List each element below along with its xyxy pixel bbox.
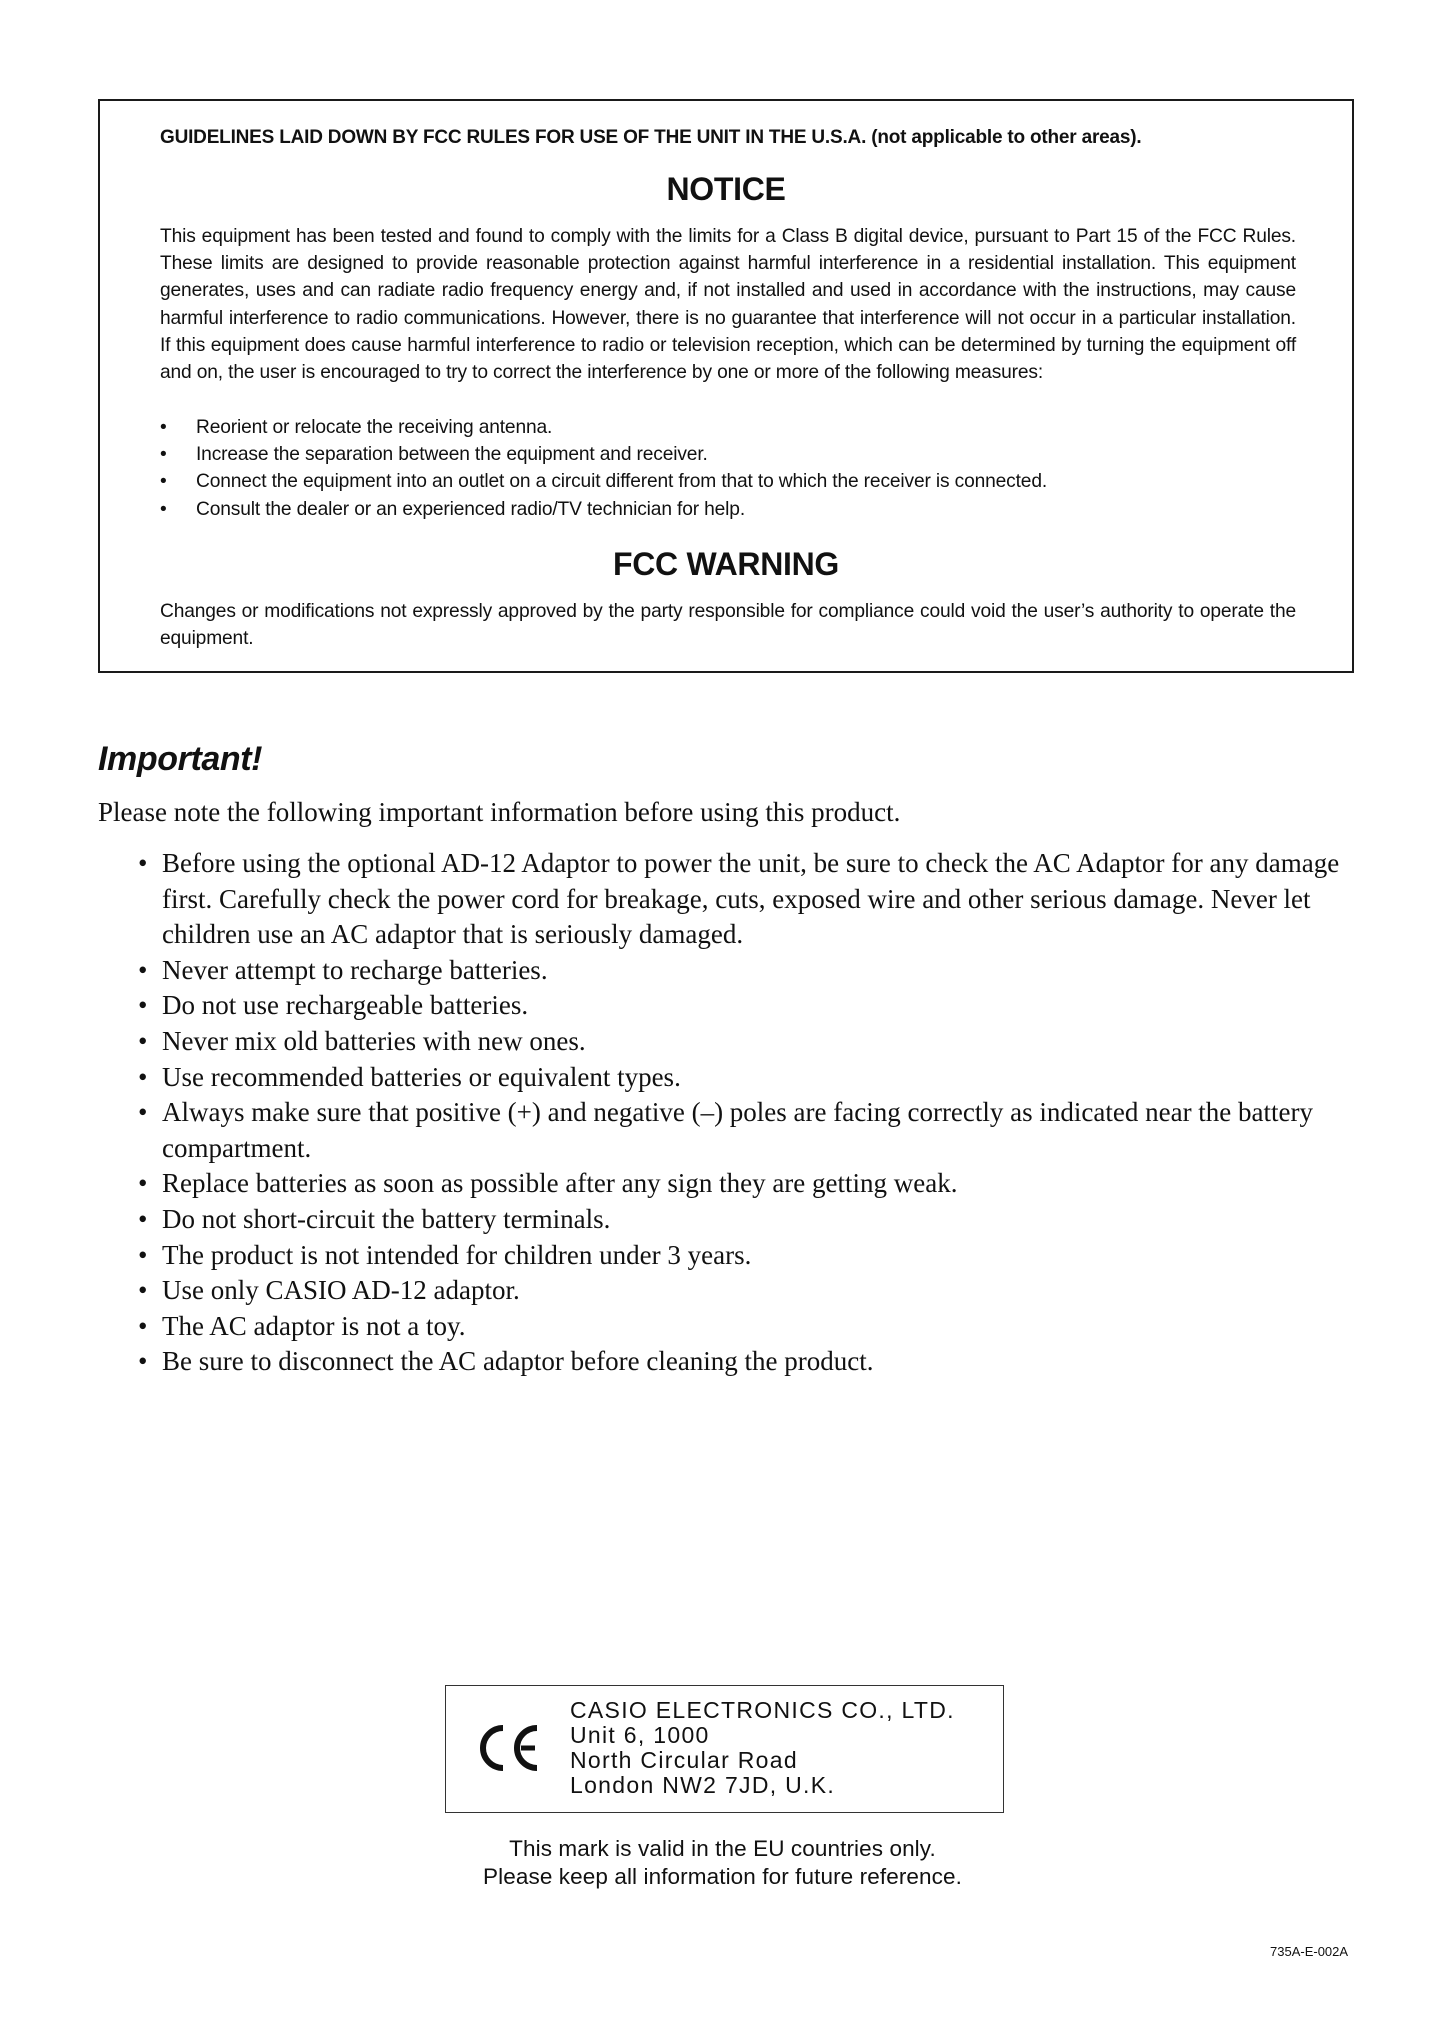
- bullet-icon: •: [138, 1097, 148, 1128]
- address-line: North Circular Road: [570, 1747, 798, 1773]
- list-item: [160, 496, 1047, 523]
- eu-validity-note: This mark is valid in the EU countries only.: [509, 1836, 936, 1861]
- notice-paragraph: This equipment has been tested and found to comply with the limits for a Class B digital device, pursuant to Part 15 of the FCC Rules. These limits are designed to provide reasonable protection against harmful interference in a residential installation. This equipment generates, uses and can radiate radio frequency energy and, if not installed and used in accordance with the instructions, may cause harmful interference to radio communications. However, there is no guarantee that interference will not occur in a particular installation. If this equipment does cause harmful interference to radio or television reception, which can be determined by turning the equipment off and on, the user is encouraged to try to correct the interference by one or more of the following measures:: [160, 226, 1296, 384]
- list-item: [138, 1344, 1358, 1380]
- bullet-icon: •: [160, 471, 167, 493]
- address-line: London NW2 7JD, U.K.: [570, 1772, 836, 1798]
- bullet-icon: •: [138, 848, 148, 878]
- list-item: [138, 1024, 1358, 1060]
- important-intro: Please note the following important information before using this product.: [98, 797, 901, 827]
- item-text: The product is not intended for children under 3 years.: [162, 1239, 752, 1270]
- list-item: [138, 953, 1358, 989]
- ce-declaration-box: [445, 1685, 1004, 1813]
- item-text: Always make sure that positive (+) and negative (–) poles are facing correctly as indicated near the battery compartment.: [162, 1097, 1314, 1163]
- fcc-guidelines-heading: GUIDELINES LAID DOWN BY FCC RULES FOR USE OF THE UNIT IN THE U.S.A. (not applicable to other areas).: [160, 127, 1142, 148]
- list-item: [138, 1273, 1358, 1309]
- bullet-icon: •: [138, 1310, 148, 1341]
- fcc-warning-paragraph: Changes or modifications not expressly approved by the party responsible for compliance could void the user’s authority to operate the equipment.: [160, 601, 1296, 650]
- bullet-icon: •: [138, 954, 148, 985]
- bullet-icon: •: [138, 990, 148, 1021]
- keep-information-note: Please keep all information for future reference.: [483, 1864, 962, 1889]
- list-item: [138, 846, 1358, 953]
- bullet-icon: •: [160, 417, 167, 438]
- fcc-warning-heading: FCC WARNING: [612, 546, 839, 582]
- notice-heading: NOTICE: [666, 171, 786, 207]
- bullet-icon: •: [160, 444, 167, 466]
- document-code: 735A-E-002A: [1270, 1944, 1349, 1959]
- address-line: CASIO ELECTRONICS CO., LTD.: [570, 1697, 955, 1723]
- list-item: [160, 468, 1047, 495]
- list-item: [160, 441, 1047, 468]
- bullet-icon: •: [138, 1061, 148, 1092]
- item-text: Be sure to disconnect the AC adaptor before cleaning the product.: [162, 1346, 874, 1377]
- measure-text: Connect the equipment into an outlet on a circuit different from that to which the receiver is connected.: [196, 471, 1048, 493]
- important-list: [138, 846, 1358, 1380]
- bullet-icon: •: [138, 1025, 148, 1056]
- bullet-icon: •: [138, 1203, 148, 1234]
- measure-text: Increase the separation between the equipment and receiver.: [196, 444, 708, 466]
- fcc-notice-box: [98, 99, 1354, 673]
- list-item: [138, 1202, 1358, 1238]
- important-title: Important!: [98, 740, 263, 778]
- item-text: The AC adaptor is not a toy.: [162, 1310, 466, 1341]
- item-text: Use only CASIO AD-12 adaptor.: [162, 1275, 520, 1306]
- bullet-icon: •: [160, 498, 167, 520]
- item-text: Never attempt to recharge batteries.: [162, 954, 548, 985]
- list-item: [138, 1060, 1358, 1096]
- item-text: Before using the optional AD-12 Adaptor to power the unit, be sure to check the AC Adaptor for any damage first. Carefully check the power cord for breakage, cuts, exposed wire and other serious damage. Never let children use an AC adaptor that is seriously damaged.: [162, 848, 1340, 950]
- list-item: [160, 414, 1047, 441]
- measure-text: Consult the dealer or an experienced radio/TV technician for help.: [196, 498, 746, 520]
- list-item: [138, 1166, 1358, 1202]
- bullet-icon: •: [138, 1168, 148, 1199]
- bullet-icon: •: [138, 1275, 148, 1306]
- list-item: [138, 1095, 1358, 1166]
- address-line: Unit 6, 1000: [570, 1722, 710, 1748]
- measure-text: Reorient or relocate the receiving antenna.: [196, 417, 553, 438]
- item-text: Never mix old batteries with new ones.: [162, 1025, 586, 1056]
- list-item: [138, 1238, 1358, 1274]
- bullet-icon: •: [138, 1239, 148, 1270]
- item-text: Replace batteries as soon as possible after any sign they are getting weak.: [162, 1168, 958, 1199]
- item-text: Do not use rechargeable batteries.: [162, 990, 529, 1021]
- bullet-icon: •: [138, 1346, 148, 1377]
- ce-mark-icon: [479, 1724, 543, 1777]
- list-item: [138, 988, 1358, 1024]
- item-text: Use recommended batteries or equivalent types.: [162, 1061, 681, 1092]
- item-text: Do not short-circuit the battery terminals.: [162, 1203, 611, 1234]
- manufacturer-address: [570, 1698, 955, 1798]
- fcc-measures-list: [160, 414, 1047, 523]
- list-item: [138, 1309, 1358, 1345]
